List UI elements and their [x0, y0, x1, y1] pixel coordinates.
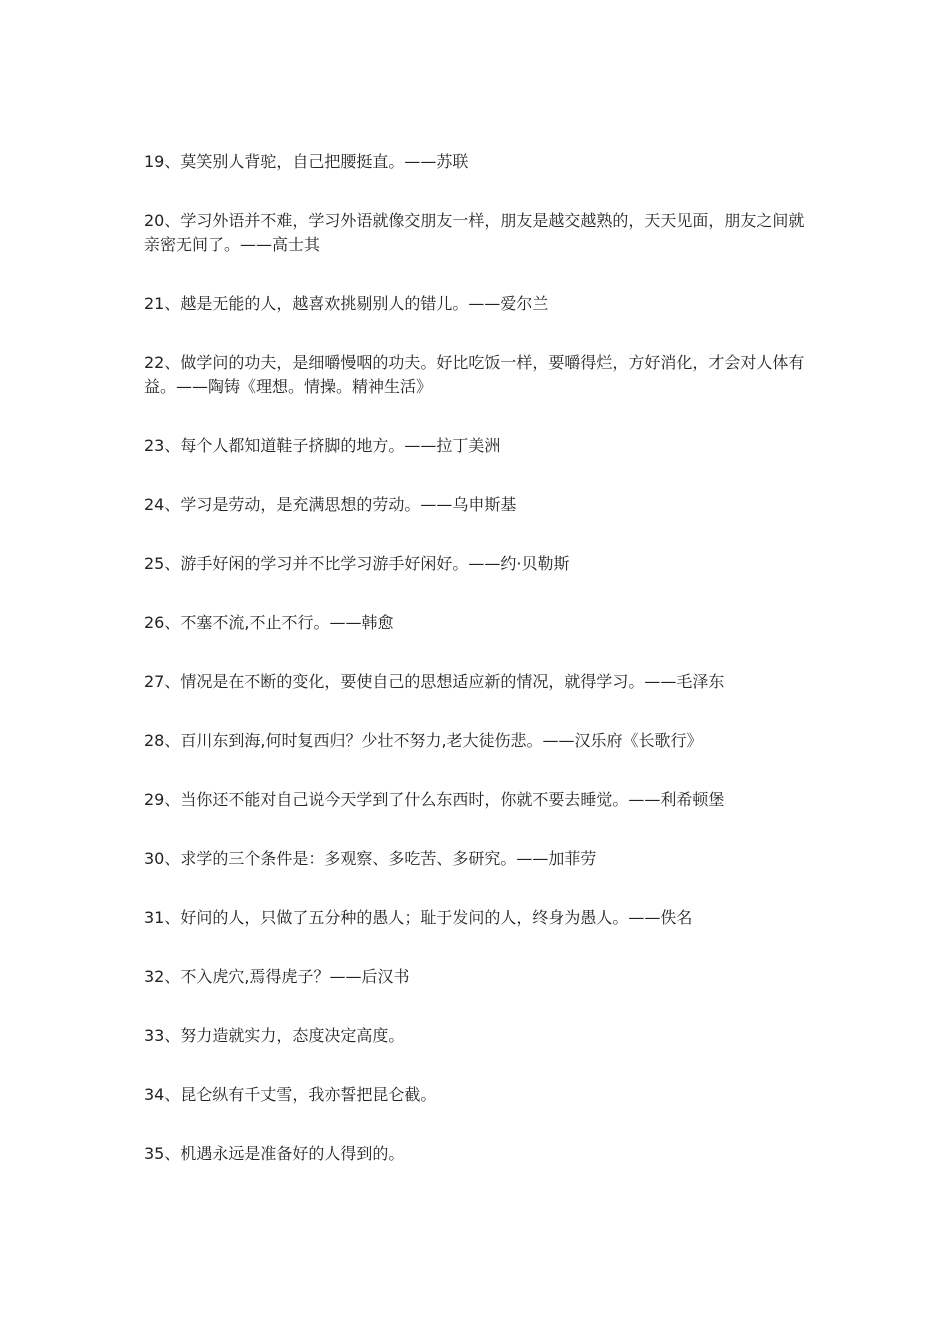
quote-list: [144, 150, 812, 1201]
quote-item-26: 26、不塞不流,不止不行。——韩愈: [144, 613, 394, 632]
quote-item-24: 24、学习是劳动，是充满思想的劳动。——乌申斯基: [144, 495, 517, 514]
quote-item-30: 30、求学的三个条件是：多观察、多吃苦、多研究。——加菲劳: [144, 849, 597, 868]
quote-item-29: 29、当你还不能对自己说今天学到了什么东西时，你就不要去睡觉。——利希顿堡: [144, 790, 725, 809]
quote-item-19: 19、莫笑别人背驼，自己把腰挺直。——苏联: [144, 152, 469, 171]
quote-item-23: 23、每个人都知道鞋子挤脚的地方。——拉丁美洲: [144, 436, 501, 455]
quote-item-25: 25、游手好闲的学习并不比学习游手好闲好。——约·贝勒斯: [144, 554, 570, 573]
quote-item-27: 27、情况是在不断的变化，要使自己的思想适应新的情况，就得学习。——毛泽东: [144, 672, 725, 691]
quote-item-21: 21、越是无能的人，越喜欢挑剔别人的错儿。——爱尔兰: [144, 294, 549, 313]
quote-item-22: 22、做学问的功夫，是细嚼慢咽的功夫。好比吃饭一样，要嚼得烂，方好消化，才会对人体有益。——陶铸《理想。情操。精神生活》: [144, 353, 805, 396]
quote-item-28: 28、百川东到海,何时复西归？少壮不努力,老大徒伤悲。——汉乐府《长歌行》: [144, 731, 703, 750]
quote-item-34: 34、昆仑纵有千丈雪，我亦誓把昆仑截。: [144, 1085, 437, 1104]
quote-item-33: 33、努力造就实力，态度决定高度。: [144, 1026, 405, 1045]
quote-item-32: 32、不入虎穴,焉得虎子？——后汉书: [144, 967, 410, 986]
quote-item-35: 35、机遇永远是准备好的人得到的。: [144, 1144, 405, 1163]
quote-item-31: 31、好问的人，只做了五分种的愚人；耻于发问的人，终身为愚人。——佚名: [144, 908, 693, 927]
quote-item-20: 20、学习外语并不难，学习外语就像交朋友一样，朋友是越交越熟的，天天见面，朋友之间就亲密无间了。——高士其: [144, 211, 805, 254]
